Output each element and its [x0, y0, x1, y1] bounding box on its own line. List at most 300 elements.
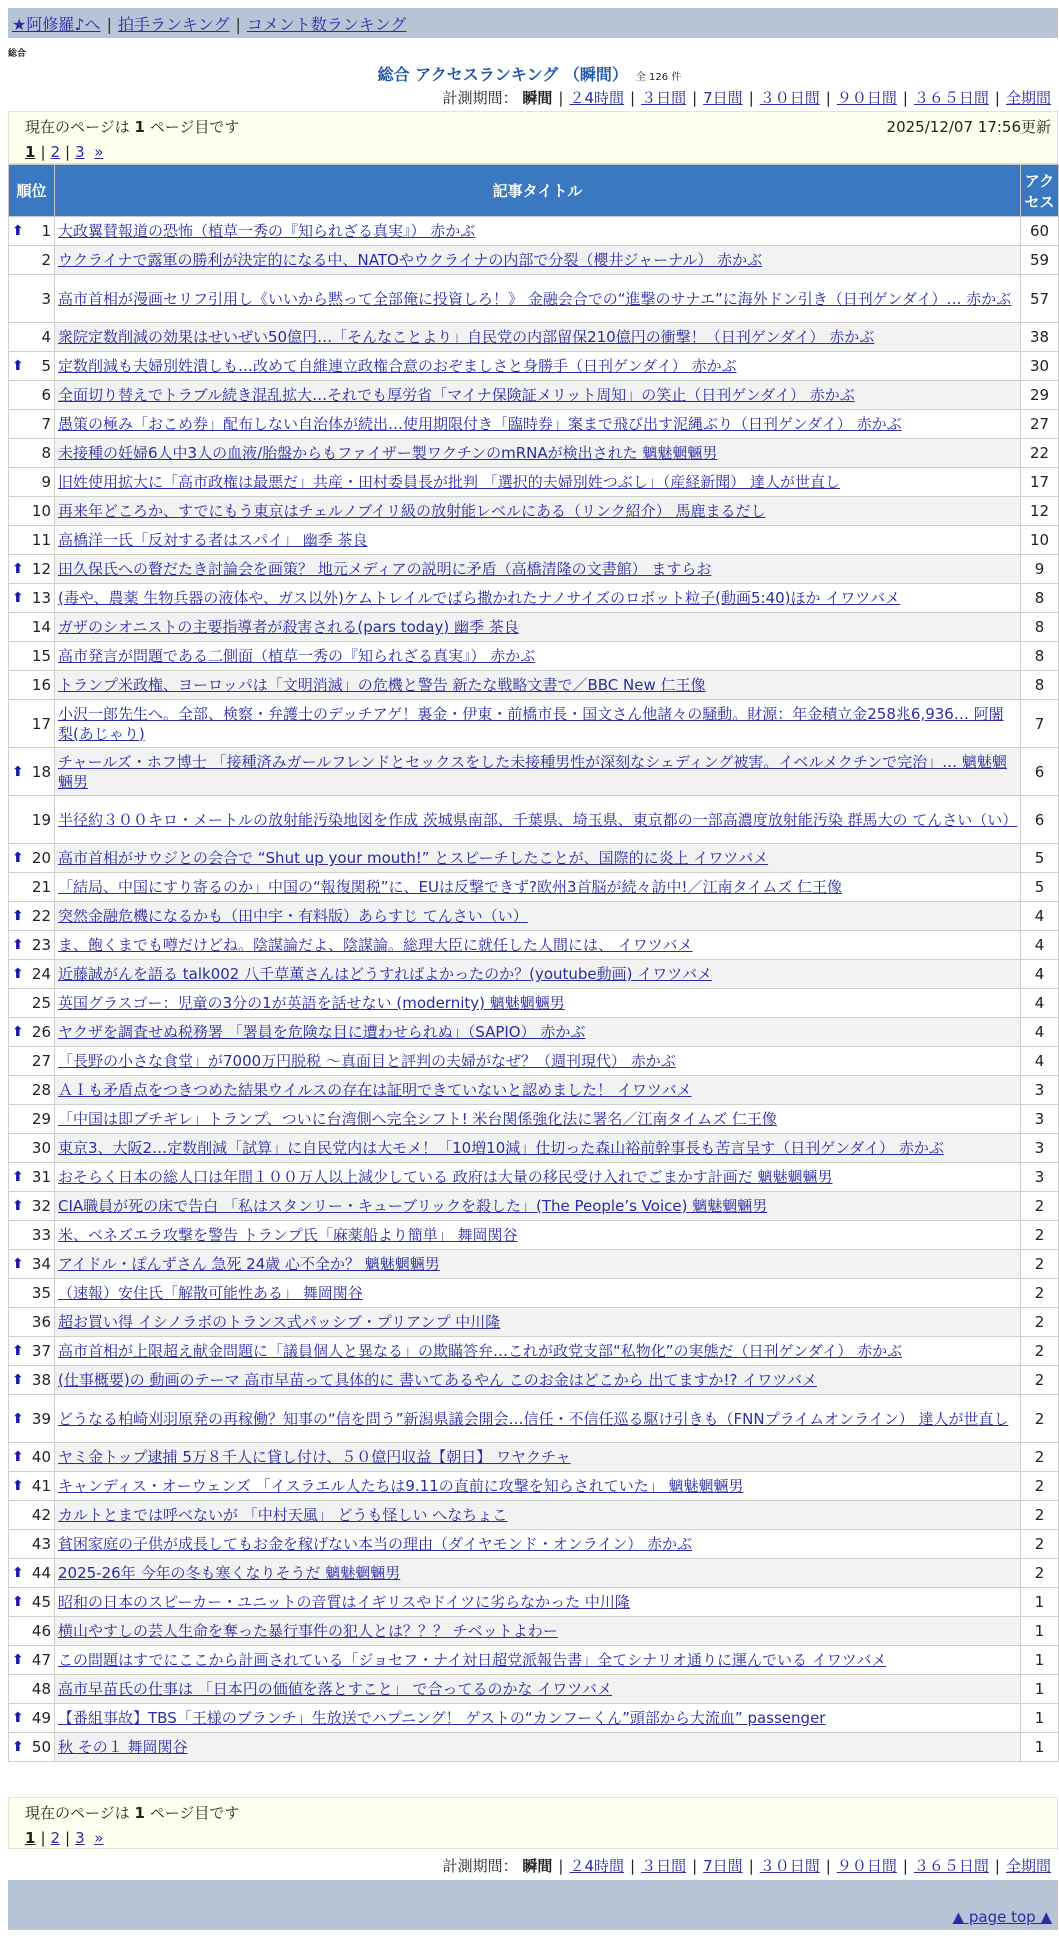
rank-number: 18 — [31, 762, 51, 781]
table-row — [9, 1163, 1059, 1192]
rank-cell — [9, 1617, 55, 1646]
access-count: 17 — [1021, 468, 1059, 497]
rank-cell — [9, 1443, 55, 1472]
table-row — [9, 1588, 1059, 1617]
table-row — [9, 671, 1059, 700]
period-link-all[interactable]: 全期間 — [1005, 1857, 1051, 1875]
title-cell — [55, 748, 1021, 796]
table-row — [9, 1250, 1059, 1279]
nav-separator: | — [235, 15, 241, 34]
rank-number: 27 — [31, 1052, 51, 1070]
period-link-7d[interactable]: 7日間 — [703, 89, 743, 107]
rank-cell — [9, 410, 55, 439]
rank-up-arrow-icon: ⬆ — [12, 1372, 24, 1388]
access-count: 2 — [1021, 1192, 1059, 1221]
top-nav-home-link[interactable]: ★阿修羅♪へ — [12, 15, 101, 34]
title-cell — [55, 613, 1021, 642]
article-title-link[interactable]: ガザのシオニストの主要指導者が殺害される(pars today) 幽季 茶良 — [58, 618, 519, 636]
period-link-90d[interactable]: ９０日間 — [836, 1857, 897, 1875]
table-row — [9, 1559, 1059, 1588]
title-cell — [55, 246, 1021, 275]
period-link-all[interactable]: 全期間 — [1005, 89, 1051, 107]
table-row — [9, 1443, 1059, 1472]
rank-number: 34 — [31, 1255, 51, 1273]
title-cell — [55, 1733, 1021, 1762]
title-cell — [55, 410, 1021, 439]
rank-number: 39 — [31, 1409, 51, 1428]
article-title-link[interactable]: ヤクザを調査せぬ税務署 「署員を危険な目に遭わせられぬ」（SAPIO） 赤かぶ — [58, 1023, 586, 1041]
rank-up-arrow-icon: ⬆ — [12, 763, 24, 780]
period-link-30d[interactable]: ３０日間 — [759, 89, 820, 107]
title-cell — [55, 1675, 1021, 1704]
article-title-link[interactable]: 定数削減も夫婦別姓潰しも…改めて自維連立政権合意のおぞましさと身勝手（日刊ゲンダイ） 赤かぶ — [58, 357, 737, 375]
rank-cell — [9, 960, 55, 989]
rank-cell — [9, 873, 55, 902]
period-link-3d[interactable]: ３日間 — [641, 89, 687, 107]
pager-next[interactable]: » — [94, 1829, 104, 1847]
article-title-link[interactable]: 「中国は即ブチギレ」トランプ、ついに台湾側へ完全シフト! 米台関係強化法に署名／江南タイムズ 仁王像 — [58, 1110, 777, 1128]
rank-number: 31 — [31, 1168, 51, 1186]
rank-up-arrow-icon: ⬆ — [12, 561, 24, 577]
article-title-link[interactable]: 高市首相がサウジとの会合で “Shut up your mouth!” とスピーチしたことが、国際的に炎上 イワツバメ — [58, 849, 769, 867]
title-cell — [55, 960, 1021, 989]
period-link-24h[interactable]: ２4時間 — [569, 1857, 624, 1875]
rank-cell — [9, 1530, 55, 1559]
article-title-link[interactable]: 超お買い得 イシノラボのトランス式パッシブ・プリアンプ 中川隆 — [58, 1313, 501, 1331]
rank-cell — [9, 844, 55, 873]
access-count: 3 — [1021, 1163, 1059, 1192]
article-title-link[interactable]: 小沢一郎先生へ。全部、検察・弁護士のデッチアゲ！裏金・伊東・前橋市長・国文さん他諸々の騒動。財源：年金積立金258兆6,936… 阿闍梨(あじゃり) — [58, 704, 1004, 743]
rank-number: 47 — [31, 1651, 51, 1669]
article-title-link[interactable]: 【番組事故】TBS「王様のブランチ」生放送でハプニング！ ゲストの“カンフーくん”頭部から大流血” passenger — [58, 1709, 826, 1727]
rank-cell — [9, 497, 55, 526]
table-row — [9, 1704, 1059, 1733]
article-title-link[interactable]: カルトとまでは呼べないが 「中村天風」 どうも怪しい へなちょこ — [58, 1506, 508, 1524]
rank-number: 11 — [31, 531, 51, 549]
rank-cell — [9, 642, 55, 671]
rank-up-arrow-icon: ⬆ — [12, 966, 24, 982]
rank-up-arrow-icon: ⬆ — [12, 1449, 24, 1465]
rank-cell — [9, 439, 55, 468]
article-title-link[interactable]: ＡＩも矛盾点をつきつめた結果ウイルスの存在は証明できていないと認めました！ イワツバメ — [58, 1081, 692, 1099]
title-cell — [55, 1047, 1021, 1076]
article-title-link[interactable]: 東京3、大阪2…定数削減「試算」に自民党内は大モメ！「10増10減」仕切った森山裕前幹事長も苦言呈す（日刊ゲンダイ） 赤かぶ — [58, 1139, 944, 1157]
access-count: 2 — [1021, 1337, 1059, 1366]
access-count: 4 — [1021, 989, 1059, 1018]
access-count: 2 — [1021, 1221, 1059, 1250]
article-title-link[interactable]: この問題はすでにここから計画されている「ジョセフ・ナイ対日超党派報告書」全てシナリオ通りに運んでいる イワツバメ — [58, 1651, 887, 1669]
rank-number: 45 — [31, 1593, 51, 1611]
article-title-link[interactable]: キャンディス・オーウェンズ 「イスラエル人たちは9.11の直前に攻撃を知らされていた」 魑魅魍魎男 — [58, 1477, 744, 1495]
title-cell — [55, 1646, 1021, 1675]
article-title-link[interactable]: (毒や、農薬 生物兵器の液体や、ガス以外)ケムトレイルでばら撒かれたナノサイズのロボット粒子(動画5:40)ほか イワツバメ — [58, 589, 900, 607]
article-title-link[interactable]: 近藤誠がんを語る talk002 八千草薫さんはどうすればよかったのか？(youtube動画) イワツバメ — [58, 965, 712, 983]
rank-number: 30 — [31, 1139, 51, 1157]
rank-cell — [9, 1395, 55, 1443]
pagination: 1 | 2 | 3 » — [25, 1829, 104, 1847]
table-row — [9, 700, 1059, 748]
table-row — [9, 1337, 1059, 1366]
article-title-link[interactable]: 横山やすしの芸人生命を奪った暴行事件の犯人とは？？？ チベットよわー — [58, 1622, 558, 1640]
article-title-link[interactable]: CIA職員が死の床で告白 「私はスタンリー・キューブリックを殺した」(The People’s Voice) 魑魅魍魎男 — [58, 1197, 768, 1215]
period-link-365d[interactable]: ３６５日間 — [913, 1857, 989, 1875]
table-row — [9, 1366, 1059, 1395]
rank-cell — [9, 700, 55, 748]
rank-cell — [9, 1076, 55, 1105]
table-row — [9, 1192, 1059, 1221]
title-cell — [55, 989, 1021, 1018]
top-nav-comment-ranking-link[interactable]: コメント数ランキング — [246, 15, 407, 34]
access-count: 38 — [1021, 323, 1059, 352]
rank-number: 36 — [31, 1313, 51, 1331]
article-title-link[interactable]: 再来年どころか、すでにもう東京はチェルノブイリ級の放射能レベルにある（リンク紹介） 馬鹿まるだし — [58, 502, 766, 520]
article-title-link[interactable]: （速報）安住氏「解散可能性ある」 舞岡関谷 — [58, 1284, 363, 1302]
article-title-link[interactable]: 英国グラスゴー：児童の3分の1が英語を話せない (modernity) 魑魅魍魎男 — [58, 994, 565, 1012]
article-title-link[interactable]: トランプ米政権、ヨーロッパは「文明消滅」の危機と警告 新たな戦略文書で／BBC New 仁王像 — [58, 676, 706, 694]
title-cell — [55, 468, 1021, 497]
title-cell — [55, 352, 1021, 381]
rank-number: 9 — [41, 473, 51, 491]
article-title-link[interactable]: アイドル・ぽんずさん 急死 24歳 心不全か？ 魑魅魍魎男 — [58, 1255, 440, 1273]
current-page-text: 現在のページは 1 ページ目です — [25, 118, 240, 136]
article-title-link[interactable]: 田久保氏への贅だたき討論会を画策？ 地元メディアの説明に矛盾（高橋清隆の文書館） ますらお — [58, 560, 712, 578]
title-cell — [55, 555, 1021, 584]
title-cell — [55, 1472, 1021, 1501]
pagination: 1 | 2 | 3 » — [25, 143, 104, 161]
period-link-24h[interactable]: ２4時間 — [569, 89, 624, 107]
rank-up-arrow-icon: ⬆ — [12, 1024, 24, 1040]
rank-up-arrow-icon: ⬆ — [12, 1565, 24, 1581]
article-title-link[interactable]: どうなる柏崎刈羽原発の再稼働？知事の“信を問う”新潟県議会開会…信任・不信任巡る駆け引きも（FNNプライムオンライン） 達人が世直し — [58, 1409, 1009, 1428]
rank-cell — [9, 1704, 55, 1733]
table-row — [9, 246, 1059, 275]
table-row — [9, 613, 1059, 642]
table-row — [9, 584, 1059, 613]
access-count: 6 — [1021, 796, 1059, 844]
access-count: 8 — [1021, 642, 1059, 671]
rank-up-arrow-icon: ⬆ — [12, 1198, 24, 1214]
updated-timestamp: 2025/12/07 17:56更新 — [886, 118, 1051, 136]
title-cell — [55, 1076, 1021, 1105]
title-cell — [55, 873, 1021, 902]
rank-number: 23 — [31, 936, 51, 954]
article-title-link[interactable]: 2025-26年 今年の冬も寒くなりそうだ 魑魅魍魎男 — [58, 1564, 401, 1582]
rank-cell — [9, 1308, 55, 1337]
rank-number: 13 — [31, 589, 51, 607]
title-cell — [55, 1308, 1021, 1337]
table-row — [9, 323, 1059, 352]
table-row — [9, 873, 1059, 902]
rank-up-arrow-icon: ⬆ — [12, 358, 24, 374]
access-count: 2 — [1021, 1472, 1059, 1501]
rank-number: 42 — [31, 1506, 51, 1524]
title-cell — [55, 1617, 1021, 1646]
article-title-link[interactable]: 旧姓使用拡大に「高市政権は最悪だ」共産・田村委員長が批判 「選択的夫婦別姓つぶし」（産経新聞） 達人が世直し — [58, 473, 841, 491]
table-row — [9, 352, 1059, 381]
ranking-table-body — [9, 217, 1059, 1762]
rank-up-arrow-icon: ⬆ — [12, 1739, 24, 1755]
access-count: 8 — [1021, 584, 1059, 613]
rank-cell — [9, 1472, 55, 1501]
access-count: 1 — [1021, 1588, 1059, 1617]
rank-number: 40 — [31, 1448, 51, 1466]
title-cell — [55, 1395, 1021, 1443]
period-link-90d[interactable]: ９０日間 — [836, 89, 897, 107]
rank-cell — [9, 1221, 55, 1250]
rank-cell — [9, 246, 55, 275]
rank-up-arrow-icon: ⬆ — [12, 850, 24, 866]
access-count: 8 — [1021, 613, 1059, 642]
article-title-link[interactable]: ヤミ金トップ逮捕 5万８千人に貸し付け、５０億円収益【朝日】 ワヤクチャ — [58, 1448, 571, 1466]
rank-up-arrow-icon: ⬆ — [12, 937, 24, 953]
access-count: 5 — [1021, 873, 1059, 902]
table-row — [9, 1308, 1059, 1337]
header-title: 記事タイトル — [55, 165, 1021, 217]
table-row — [9, 217, 1059, 246]
access-count: 2 — [1021, 1279, 1059, 1308]
ranking-table — [8, 164, 1059, 1762]
title-cell — [55, 526, 1021, 555]
rank-up-arrow-icon: ⬆ — [12, 1256, 24, 1272]
rank-number: 12 — [31, 560, 51, 578]
article-title-link[interactable]: 米、ベネズエラ攻撃を警告 トランプ氏「麻薬船より簡単」 舞岡関谷 — [58, 1226, 518, 1244]
access-count: 2 — [1021, 1366, 1059, 1395]
period-label: 計測期間： — [442, 1857, 518, 1875]
table-row — [9, 1395, 1059, 1443]
rank-up-arrow-icon: ⬆ — [12, 1478, 24, 1494]
rank-up-arrow-icon: ⬆ — [12, 1594, 24, 1610]
access-count: 2 — [1021, 1530, 1059, 1559]
table-row — [9, 1530, 1059, 1559]
article-title-link[interactable]: 高橋洋一氏「反対する者はスパイ」 幽季 茶良 — [58, 531, 368, 549]
rank-number: 16 — [31, 676, 51, 694]
article-title-link[interactable]: 秋 その１ 舞岡関谷 — [58, 1738, 188, 1756]
rank-cell — [9, 1501, 55, 1530]
article-title-link[interactable]: 高市早苗氏の仕事は 「日本円の価値を落とすこと」 で合ってるのかな イワツバメ — [58, 1680, 613, 1698]
access-count: 29 — [1021, 381, 1059, 410]
title-cell — [55, 497, 1021, 526]
article-title-link[interactable]: 貧困家庭の子供が成長してもお金を稼げない本当の理由（ダイヤモンド・オンライン） 赤かぶ — [58, 1535, 693, 1553]
rank-cell — [9, 323, 55, 352]
table-row — [9, 526, 1059, 555]
article-title-link[interactable]: ウクライナで露軍の勝利が決定的になる中、NATOやウクライナの内部で分裂（櫻井ジャーナル） 赤かぶ — [58, 251, 763, 269]
table-row — [9, 1018, 1059, 1047]
rank-cell — [9, 1675, 55, 1704]
access-count: 4 — [1021, 1018, 1059, 1047]
title-cell — [55, 1018, 1021, 1047]
pager-current-page: 1 — [25, 143, 36, 161]
rank-cell — [9, 796, 55, 844]
category-label: 総合 — [8, 49, 27, 59]
title-cell — [55, 1105, 1021, 1134]
title-cell — [55, 1221, 1021, 1250]
ranking-title: 総合 アクセスランキング （瞬間） — [377, 65, 628, 84]
rank-cell — [9, 381, 55, 410]
rank-cell — [9, 1366, 55, 1395]
rank-cell — [9, 931, 55, 960]
access-count: 1 — [1021, 1646, 1059, 1675]
rank-cell — [9, 671, 55, 700]
table-row — [9, 1733, 1059, 1762]
table-row — [9, 844, 1059, 873]
rank-cell — [9, 555, 55, 584]
title-cell — [55, 1704, 1021, 1733]
title-cell — [55, 700, 1021, 748]
title-cell — [55, 217, 1021, 246]
rank-number: 43 — [31, 1535, 51, 1553]
table-row — [9, 1501, 1059, 1530]
rank-cell — [9, 1646, 55, 1675]
current-page-text: 現在のページは 1 ページ目です — [25, 1804, 240, 1822]
period-link-7d[interactable]: 7日間 — [703, 1857, 743, 1875]
title-cell — [55, 1559, 1021, 1588]
period-current: 瞬間 — [522, 89, 553, 107]
period-link-30d[interactable]: ３０日間 — [759, 1857, 820, 1875]
rank-cell — [9, 989, 55, 1018]
title-cell — [55, 1443, 1021, 1472]
article-title-link[interactable]: 突然金融危機になるかも（田中宇・有料版）あらすじ てんさい（い） — [58, 907, 528, 925]
table-row — [9, 1221, 1059, 1250]
table-row — [9, 555, 1059, 584]
table-row — [9, 642, 1059, 671]
rank-number: 33 — [31, 1226, 51, 1244]
top-nav-applause-ranking-link[interactable]: 拍手ランキング — [117, 15, 230, 34]
rank-cell — [9, 1163, 55, 1192]
access-count: 30 — [1021, 352, 1059, 381]
article-title-link[interactable]: 全面切り替えでトラブル続き混乱拡大…それでも厚労省「マイナ保険証メリット周知」の笑止（日刊ゲンダイ） 赤かぶ — [58, 386, 855, 404]
table-row — [9, 1076, 1059, 1105]
rank-number: 26 — [31, 1023, 51, 1041]
access-count: 2 — [1021, 1308, 1059, 1337]
title-cell — [55, 931, 1021, 960]
rank-up-arrow-icon: ⬆ — [12, 1169, 24, 1185]
rank-number: 49 — [31, 1709, 51, 1727]
article-title-link[interactable]: 未接種の妊婦6人中3人の血液/胎盤からもファイザー製ワクチンのmRNAが検出された 魑魅魍魎男 — [58, 444, 718, 462]
title-cell — [55, 902, 1021, 931]
rank-cell — [9, 468, 55, 497]
table-row — [9, 497, 1059, 526]
period-link-365d[interactable]: ３６５日間 — [913, 89, 989, 107]
article-title-link[interactable]: チャールズ・ホフ博士 「接種済みガールフレンドとセックスをした未接種男性が深刻なシェディング被害。イベルメクチンで完治」… 魑魅魍魎男 — [58, 752, 1007, 791]
rank-number: 20 — [31, 849, 51, 867]
rank-cell — [9, 1250, 55, 1279]
title-cell — [55, 1588, 1021, 1617]
rank-up-arrow-icon: ⬆ — [12, 1410, 24, 1427]
pager-next[interactable]: » — [94, 143, 104, 161]
rank-number: 1 — [41, 222, 51, 240]
page-info-bottom — [8, 1797, 1058, 1849]
table-row — [9, 275, 1059, 323]
title-cell — [55, 1279, 1021, 1308]
rank-up-arrow-icon: ⬆ — [12, 223, 24, 239]
footer-bar — [8, 1880, 1058, 1930]
table-row — [9, 381, 1059, 410]
rank-number: 3 — [41, 289, 51, 308]
article-title-link[interactable]: 半径約３００キロ・メートルの放射能汚染地図を作成 茨城県南部、千葉県、埼玉県、東京都の一部高濃度放射能汚染 群馬大の てんさい（い） — [58, 810, 1018, 829]
pager-page-3[interactable]: 3 — [75, 1829, 85, 1847]
rank-cell — [9, 1279, 55, 1308]
access-count: 10 — [1021, 526, 1059, 555]
table-row — [9, 468, 1059, 497]
title-cell — [55, 1163, 1021, 1192]
access-count: 6 — [1021, 748, 1059, 796]
rank-cell — [9, 352, 55, 381]
period-selector-top: 計測期間： 瞬間 | ２4時間 | ３日間 | 7日間 | ３０日間 | ９０日間 | ３６５日間 | 全期間 — [442, 89, 1051, 107]
rank-up-arrow-icon: ⬆ — [12, 1343, 24, 1359]
rank-number: 32 — [31, 1197, 51, 1215]
access-count: 2 — [1021, 1443, 1059, 1472]
article-title-link[interactable]: 高市首相が上限超え献金問題に「議員個人と異なる」の欺瞞答弁…これが政党支部“私物化”の実態だ（日刊ゲンダイ） 赤かぶ — [58, 1342, 903, 1360]
article-title-link[interactable]: 昭和の日本のスピーカー・ユニットの音質はイギリスやドイツに劣らなかった 中川隆 — [58, 1593, 630, 1611]
access-count: 8 — [1021, 671, 1059, 700]
title-cell — [55, 323, 1021, 352]
rank-number: 29 — [31, 1110, 51, 1128]
rank-up-arrow-icon: ⬆ — [12, 1652, 24, 1668]
rank-cell — [9, 1192, 55, 1221]
rank-up-arrow-icon: ⬆ — [12, 908, 24, 924]
rank-number: 35 — [31, 1284, 51, 1302]
table-row — [9, 989, 1059, 1018]
rank-cell — [9, 1588, 55, 1617]
rank-number: 5 — [41, 357, 51, 375]
access-count: 3 — [1021, 1134, 1059, 1163]
rank-number: 24 — [31, 965, 51, 983]
access-count: 1 — [1021, 1675, 1059, 1704]
page-info-top — [8, 111, 1058, 164]
article-title-link[interactable]: 高市首相が漫画セリフ引用し《いいから黙って全部俺に投資しろ！》 金融会合での“進撃のサナエ”に海外ドン引き（日刊ゲンダイ）… 赤かぶ — [58, 289, 1012, 308]
title-cell — [55, 1250, 1021, 1279]
table-row — [9, 1472, 1059, 1501]
rank-number: 15 — [31, 647, 51, 665]
rank-number: 41 — [31, 1477, 51, 1495]
period-label: 計測期間： — [442, 89, 518, 107]
access-count: 4 — [1021, 960, 1059, 989]
article-title-link[interactable]: 衆院定数削減の効果はせいぜい50億円…「そんなことより」自民党の内部留保210億円の衝撃！（日刊ゲンダイ） 赤かぶ — [58, 328, 875, 346]
pager-page-2[interactable]: 2 — [50, 1829, 61, 1847]
title-cell — [55, 1192, 1021, 1221]
article-title-link[interactable]: 高市発言が問題である二側面（植草一秀の『知られざる真実』） 赤かぶ — [58, 647, 536, 665]
article-title-link[interactable]: 「結局、中国にすり寄るのか」中国の“報復関税”に、EUは反撃できず?欧州3首脳が続々訪中!／江南タイムズ 仁王像 — [58, 878, 842, 896]
rank-number: 50 — [31, 1738, 51, 1756]
table-row — [9, 902, 1059, 931]
pager-page-2[interactable]: 2 — [50, 143, 61, 161]
article-title-link[interactable]: 愚策の極み「おこめ券」配布しない自治体が続出…使用期限付き「臨時券」案まで飛び出す泥縄ぶり（日刊ゲンダイ） 赤かぶ — [58, 415, 902, 433]
access-count: 5 — [1021, 844, 1059, 873]
access-count: 60 — [1021, 217, 1059, 246]
table-row — [9, 960, 1059, 989]
rank-number: 22 — [31, 907, 51, 925]
table-row — [9, 1646, 1059, 1675]
rank-number: 46 — [31, 1622, 51, 1640]
article-title-link[interactable]: おそらく日本の総人口は年間１００万人以上減少している 政府は大量の移民受け入れでごまかす計画だ 魑魅魍魎男 — [58, 1168, 833, 1186]
article-title-link[interactable]: ま、飽くまでも噂だけどね。陰謀論だよ、陰謀論。総理大臣に就任した人間には、 イワツバメ — [58, 936, 693, 954]
title-cell — [55, 1337, 1021, 1366]
rank-cell — [9, 1134, 55, 1163]
article-title-link[interactable]: 大政翼賛報道の恐怖（植草一秀の『知られざる真実』） 赤かぶ — [58, 222, 476, 240]
pager-page-3[interactable]: 3 — [75, 143, 85, 161]
rank-cell — [9, 1559, 55, 1588]
title-cell — [55, 1530, 1021, 1559]
article-title-link[interactable]: (仕事概要)の 動画のテーマ 高市早苗って具体的に 書いてあるやん このお金はどこから 出てますか!? イワツバメ — [58, 1371, 817, 1389]
rank-up-arrow-icon: ⬆ — [12, 590, 24, 606]
nav-separator: | — [106, 15, 112, 34]
article-title-link[interactable]: 「長野の小さな食堂」が7000万円脱税 ～真面目と評判の夫婦がなぜ？（週刊現代） 赤かぶ — [58, 1052, 676, 1070]
header-rank: 順位 — [9, 165, 55, 217]
page-top-link[interactable]: ▲ page top ▲ — [952, 1908, 1052, 1926]
rank-cell — [9, 1733, 55, 1762]
period-link-3d[interactable]: ３日間 — [641, 1857, 687, 1875]
title-cell — [55, 1366, 1021, 1395]
